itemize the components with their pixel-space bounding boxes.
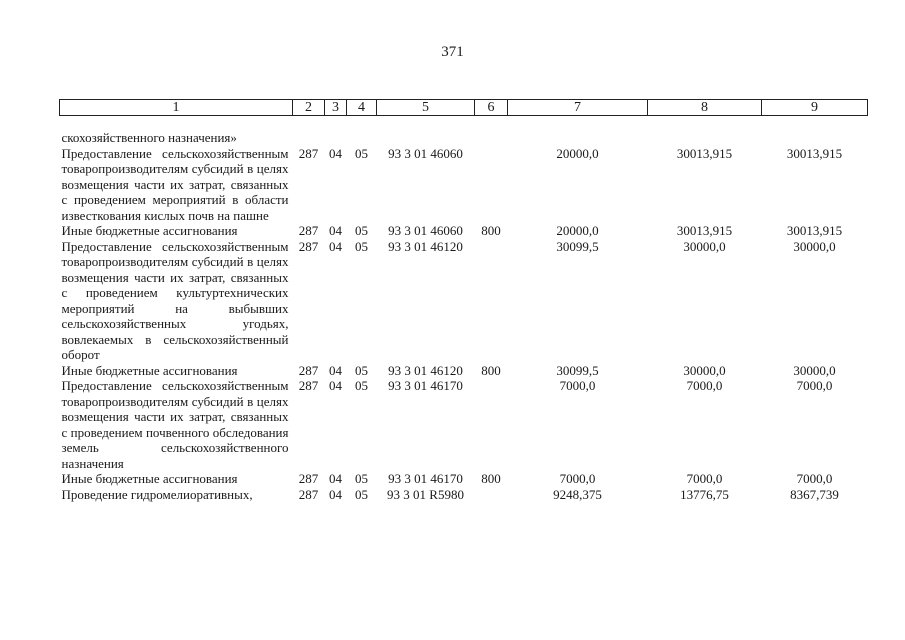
table-row	[60, 239, 868, 363]
ministry-code: 287	[298, 486, 319, 502]
section-code: 04	[329, 471, 342, 486]
section-code: 04	[329, 238, 342, 254]
column-header-5: 5	[377, 100, 475, 116]
column-header-6: 6	[475, 100, 508, 116]
amount-year-1: 30099,5	[556, 238, 599, 254]
amount-year-2: 30013,915	[676, 145, 733, 161]
ministry-code: 287	[298, 471, 319, 486]
ministry-code: 287	[298, 145, 319, 161]
amount-year-1: 30099,5	[556, 362, 599, 378]
amount-year-2: 30000,0	[683, 238, 726, 254]
subsection-code: 05	[355, 362, 368, 378]
section-code: 04	[329, 486, 342, 502]
table-row	[60, 378, 868, 471]
ministry-code: 287	[298, 362, 319, 378]
expense-type-code: 800	[481, 471, 501, 486]
section-code: 04	[329, 378, 342, 393]
table-row	[60, 487, 868, 503]
section-code: 04	[329, 145, 342, 161]
budget-table	[59, 99, 868, 502]
expense-type-code	[475, 239, 508, 363]
column-header-9: 9	[762, 100, 868, 116]
target-article-code: 93 3 01 46170	[388, 471, 463, 486]
subsection-code: 05	[355, 486, 368, 502]
subsection-code: 05	[355, 238, 368, 254]
row-name: Иные бюджетные ассигнования	[61, 223, 238, 238]
ministry-code: 287	[298, 223, 319, 238]
ministry-code: 287	[298, 238, 319, 254]
amount-year-2: 7000,0	[686, 378, 723, 393]
section-code: 04	[329, 362, 342, 378]
target-article-code: 93 3 01 46060	[388, 223, 463, 238]
row-name: Иные бюджетные ассигнования	[61, 471, 238, 486]
target-article-code: 93 3 01 46060	[388, 145, 463, 161]
column-header-7: 7	[508, 100, 648, 116]
continuation-row	[60, 130, 868, 146]
amount-year-1: 7000,0	[559, 471, 596, 486]
expense-type-code: 800	[481, 362, 501, 378]
column-header-8: 8	[648, 100, 762, 116]
amount-year-2: 30013,915	[676, 223, 733, 238]
expense-type-code: 800	[481, 223, 501, 238]
table-row	[60, 471, 868, 487]
target-article-code: 93 3 01 46120	[388, 362, 463, 378]
column-header-1: 1	[60, 100, 293, 116]
row-name: Предоставление сельскохозяйственным товаропроизводителям субсидий в целях возмещения части их затрат, связанных с проведением мероприятий в области известкования кислых почв на пашне	[61, 145, 289, 223]
ministry-code: 287	[298, 378, 319, 393]
column-header-2: 2	[293, 100, 325, 116]
column-header-4: 4	[347, 100, 377, 116]
target-article-code: 93 3 01 46120	[388, 238, 463, 254]
table-row	[60, 363, 868, 379]
amount-year-3: 30013,915	[786, 145, 843, 161]
row-name: Предоставление сельскохозяйственным товаропроизводителям субсидий в целях возмещения части их затрат, связанных с проведением почвенного обследования земель сельскохозяйственного назначения	[61, 378, 289, 471]
target-article-code: 93 3 01 46170	[388, 378, 463, 393]
amount-year-2: 7000,0	[686, 471, 723, 486]
page-number: 371	[441, 44, 464, 60]
subsection-code: 05	[355, 471, 368, 486]
expense-type-code	[475, 378, 508, 471]
subsection-code: 05	[355, 223, 368, 238]
amount-year-3: 7000,0	[796, 471, 833, 486]
amount-year-1: 20000,0	[556, 223, 599, 238]
amount-year-2: 30000,0	[683, 362, 726, 378]
expense-type-code	[475, 487, 508, 503]
amount-year-3: 7000,0	[796, 378, 833, 393]
expense-type-code	[475, 146, 508, 224]
subsection-code: 05	[355, 145, 368, 161]
table-row	[60, 223, 868, 239]
column-header-3: 3	[325, 100, 347, 116]
row-name: Проведение гидромелиоративных,	[61, 486, 253, 502]
row-name: Иные бюджетные ассигнования	[61, 362, 238, 378]
section-code: 04	[329, 223, 342, 238]
amount-year-3: 30000,0	[793, 238, 836, 254]
table-header	[60, 100, 868, 116]
amount-year-1: 9248,375	[553, 486, 602, 502]
amount-year-1: 20000,0	[556, 145, 599, 161]
continuation-text: скохозяйственного назначения»	[61, 130, 237, 145]
row-name: Предоставление сельскохозяйственным товаропроизводителям субсидий в целях возмещения части их затрат, связанных с проведением культуртехнических мероприятий на выбывших сельскохозяйственных угодьях, вовлекаемых в сельскохозяйственный оборот	[61, 238, 289, 362]
table-row	[60, 146, 868, 224]
amount-year-1: 7000,0	[559, 378, 596, 393]
amount-year-3: 8367,739	[790, 486, 839, 502]
amount-year-2: 13776,75	[680, 486, 729, 502]
subsection-code: 05	[355, 378, 368, 393]
target-article-code: 93 3 01 R5980	[387, 486, 464, 502]
amount-year-3: 30000,0	[793, 362, 836, 378]
amount-year-3: 30013,915	[786, 223, 843, 238]
header-gap-row	[60, 116, 868, 131]
table-body	[60, 116, 868, 503]
